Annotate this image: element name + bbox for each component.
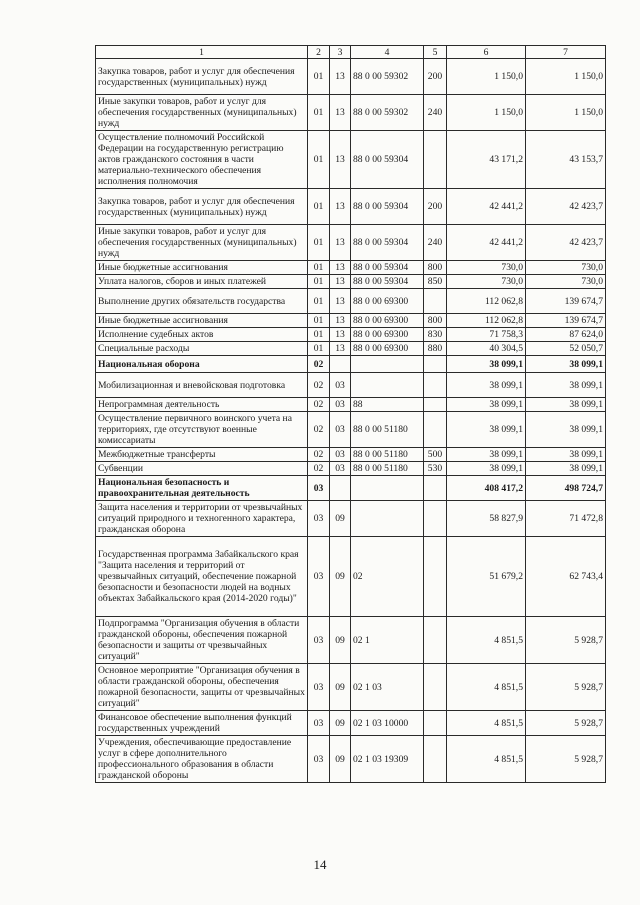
target-article-code: 88 0 00 51180	[351, 462, 424, 476]
amount-col-7: 38 099,1	[526, 398, 606, 412]
amount-col-6: 71 758,3	[447, 328, 526, 342]
expense-type-code	[424, 412, 447, 448]
expense-type-code	[424, 537, 447, 617]
table-row	[96, 664, 606, 711]
amount-col-6: 1 150,0	[447, 95, 526, 131]
subsection-code: 13	[330, 95, 351, 131]
section-code: 02	[308, 398, 330, 412]
header-col-7: 7	[526, 46, 606, 59]
expense-type-code	[424, 289, 447, 314]
amount-col-7: 730,0	[526, 275, 606, 289]
target-article-code: 02 1 03 10000	[351, 711, 424, 736]
table-row	[96, 261, 606, 275]
subsection-code: 13	[330, 59, 351, 95]
subsection-code: 13	[330, 189, 351, 225]
table-row	[96, 412, 606, 448]
item-name: Финансовое обеспечение выполнения функций государственных учреждений	[96, 711, 308, 736]
expense-type-code: 240	[424, 225, 447, 261]
subsection-code: 03	[330, 448, 351, 462]
amount-col-7: 38 099,1	[526, 462, 606, 476]
target-article-code: 88 0 00 59304	[351, 225, 424, 261]
item-name: Исполнение судебных актов	[96, 328, 308, 342]
section-code: 01	[308, 95, 330, 131]
table-row	[96, 95, 606, 131]
section-code: 02	[308, 356, 330, 373]
amount-col-7: 1 150,0	[526, 59, 606, 95]
subsection-code: 03	[330, 373, 351, 398]
section-code: 01	[308, 131, 330, 189]
section-code: 01	[308, 59, 330, 95]
subsection-code: 09	[330, 736, 351, 783]
subsection-code: 13	[330, 225, 351, 261]
item-name: Осуществление полномочий Российской Федерации на государственную регистрацию актов гражданского состояния в части материально-технического обеспечения исполнения полномочия	[96, 131, 308, 189]
target-article-code: 02 1 03	[351, 664, 424, 711]
amount-col-7: 5 928,7	[526, 736, 606, 783]
item-name: Осуществление первичного воинского учета на территориях, где отсутствуют военные комиссариаты	[96, 412, 308, 448]
section-code: 01	[308, 261, 330, 275]
header-col-1: 1	[96, 46, 308, 59]
item-name: Специальные расходы	[96, 342, 308, 356]
amount-col-6: 51 679,2	[447, 537, 526, 617]
subsection-code	[330, 356, 351, 373]
table-row	[96, 448, 606, 462]
section-code: 01	[308, 225, 330, 261]
amount-col-7: 42 423,7	[526, 189, 606, 225]
amount-col-6: 112 062,8	[447, 289, 526, 314]
subsection-code	[330, 476, 351, 501]
target-article-code	[351, 476, 424, 501]
target-article-code: 88 0 00 59302	[351, 59, 424, 95]
expense-type-code: 800	[424, 261, 447, 275]
item-name: Защита населения и территории от чрезвычайных ситуаций природного и техногенного характера, гражданская оборона	[96, 501, 308, 537]
subsection-code: 03	[330, 462, 351, 476]
table-row	[96, 189, 606, 225]
item-name: Иные закупки товаров, работ и услуг для обеспечения государственных (муниципальных) нужд	[96, 95, 308, 131]
amount-col-6: 408 417,2	[447, 476, 526, 501]
expense-type-code	[424, 736, 447, 783]
header-col-4: 4	[351, 46, 424, 59]
target-article-code: 02 1	[351, 617, 424, 664]
item-name: Национальная безопасность и правоохранительная деятельность	[96, 476, 308, 501]
amount-col-7: 730,0	[526, 261, 606, 275]
amount-col-7: 5 928,7	[526, 617, 606, 664]
section-code: 01	[308, 342, 330, 356]
header-col-6: 6	[447, 46, 526, 59]
amount-col-7: 87 624,0	[526, 328, 606, 342]
expense-type-code: 530	[424, 462, 447, 476]
target-article-code: 88 0 00 59304	[351, 261, 424, 275]
amount-col-7: 38 099,1	[526, 448, 606, 462]
table-row	[96, 342, 606, 356]
amount-col-6: 58 827,9	[447, 501, 526, 537]
table-header-row	[96, 46, 606, 59]
target-article-code: 88 0 00 51180	[351, 412, 424, 448]
expense-type-code: 880	[424, 342, 447, 356]
amount-col-6: 38 099,1	[447, 356, 526, 373]
table-row	[96, 289, 606, 314]
item-name: Национальная оборона	[96, 356, 308, 373]
subsection-code: 09	[330, 664, 351, 711]
section-code: 02	[308, 373, 330, 398]
document-page	[95, 45, 605, 783]
amount-col-6: 730,0	[447, 261, 526, 275]
amount-col-7: 38 099,1	[526, 356, 606, 373]
target-article-code: 88 0 00 51180	[351, 448, 424, 462]
amount-col-7: 43 153,7	[526, 131, 606, 189]
amount-col-7: 5 928,7	[526, 664, 606, 711]
target-article-code: 88 0 00 69300	[351, 342, 424, 356]
expense-type-code: 850	[424, 275, 447, 289]
subsection-code: 09	[330, 537, 351, 617]
subsection-code: 03	[330, 398, 351, 412]
section-code: 01	[308, 328, 330, 342]
amount-col-6: 38 099,1	[447, 412, 526, 448]
target-article-code: 88 0 00 59304	[351, 275, 424, 289]
section-code: 03	[308, 501, 330, 537]
table-row	[96, 736, 606, 783]
amount-col-6: 4 851,5	[447, 617, 526, 664]
section-code: 01	[308, 314, 330, 328]
amount-col-6: 42 441,2	[447, 189, 526, 225]
amount-col-6: 1 150,0	[447, 59, 526, 95]
amount-col-6: 38 099,1	[447, 398, 526, 412]
table-row	[96, 711, 606, 736]
table-row	[96, 398, 606, 412]
amount-col-6: 40 304,5	[447, 342, 526, 356]
target-article-code: 88	[351, 398, 424, 412]
table-row	[96, 537, 606, 617]
expense-type-code	[424, 356, 447, 373]
expense-type-code: 500	[424, 448, 447, 462]
target-article-code	[351, 373, 424, 398]
header-col-3: 3	[330, 46, 351, 59]
amount-col-7: 52 050,7	[526, 342, 606, 356]
expense-type-code	[424, 617, 447, 664]
expense-type-code	[424, 373, 447, 398]
amount-col-7: 1 150,0	[526, 95, 606, 131]
subsection-code: 09	[330, 501, 351, 537]
amount-col-6: 4 851,5	[447, 711, 526, 736]
subsection-code: 09	[330, 617, 351, 664]
budget-table	[95, 45, 606, 783]
target-article-code: 88 0 00 69300	[351, 289, 424, 314]
subsection-code: 13	[330, 289, 351, 314]
item-name: Подпрограмма "Организация обучения в области гражданской обороны, обеспечения пожарной безопасности и защиты от чрезвычайных ситуаций"	[96, 617, 308, 664]
table-row	[96, 373, 606, 398]
amount-col-7: 5 928,7	[526, 711, 606, 736]
section-code: 02	[308, 448, 330, 462]
section-code: 03	[308, 736, 330, 783]
amount-col-7: 62 743,4	[526, 537, 606, 617]
target-article-code: 88 0 00 69300	[351, 328, 424, 342]
target-article-code: 88 0 00 59304	[351, 189, 424, 225]
table-row	[96, 617, 606, 664]
amount-col-6: 112 062,8	[447, 314, 526, 328]
amount-col-6: 730,0	[447, 275, 526, 289]
table-row	[96, 476, 606, 501]
amount-col-6: 43 171,2	[447, 131, 526, 189]
target-article-code: 02 1 03 19309	[351, 736, 424, 783]
item-name: Основное мероприятие "Организация обучения в области гражданской обороны, обеспечения пожарной безопасности, защиты от чрезвычайных ситуаций"	[96, 664, 308, 711]
expense-type-code	[424, 664, 447, 711]
expense-type-code	[424, 398, 447, 412]
amount-col-7: 38 099,1	[526, 412, 606, 448]
amount-col-7: 139 674,7	[526, 289, 606, 314]
amount-col-7: 139 674,7	[526, 314, 606, 328]
section-code: 03	[308, 476, 330, 501]
amount-col-7: 38 099,1	[526, 373, 606, 398]
item-name: Непрограммная деятельность	[96, 398, 308, 412]
subsection-code: 09	[330, 711, 351, 736]
item-name: Закупка товаров, работ и услуг для обеспечения государственных (муниципальных) нужд	[96, 189, 308, 225]
target-article-code: 88 0 00 69300	[351, 314, 424, 328]
item-name: Иные закупки товаров, работ и услуг для обеспечения государственных (муниципальных) нужд	[96, 225, 308, 261]
expense-type-code	[424, 476, 447, 501]
amount-col-6: 38 099,1	[447, 448, 526, 462]
amount-col-6: 4 851,5	[447, 664, 526, 711]
expense-type-code	[424, 501, 447, 537]
table-row	[96, 59, 606, 95]
table-row	[96, 328, 606, 342]
amount-col-7: 42 423,7	[526, 225, 606, 261]
expense-type-code	[424, 131, 447, 189]
amount-col-6: 42 441,2	[447, 225, 526, 261]
item-name: Мобилизационная и вневойсковая подготовка	[96, 373, 308, 398]
subsection-code: 13	[330, 314, 351, 328]
subsection-code: 13	[330, 261, 351, 275]
table-row	[96, 356, 606, 373]
item-name: Закупка товаров, работ и услуг для обеспечения государственных (муниципальных) нужд	[96, 59, 308, 95]
item-name: Межбюджетные трансферты	[96, 448, 308, 462]
amount-col-7: 498 724,7	[526, 476, 606, 501]
section-code: 03	[308, 711, 330, 736]
target-article-code	[351, 501, 424, 537]
expense-type-code: 200	[424, 189, 447, 225]
expense-type-code: 800	[424, 314, 447, 328]
subsection-code: 13	[330, 328, 351, 342]
expense-type-code: 830	[424, 328, 447, 342]
section-code: 01	[308, 289, 330, 314]
section-code: 01	[308, 275, 330, 289]
expense-type-code: 240	[424, 95, 447, 131]
expense-type-code	[424, 711, 447, 736]
amount-col-6: 4 851,5	[447, 736, 526, 783]
header-col-5: 5	[424, 46, 447, 59]
section-code: 02	[308, 412, 330, 448]
amount-col-7: 71 472,8	[526, 501, 606, 537]
expense-type-code: 200	[424, 59, 447, 95]
table-row	[96, 225, 606, 261]
subsection-code: 03	[330, 412, 351, 448]
subsection-code: 13	[330, 275, 351, 289]
item-name: Государственная программа Забайкальского края "Защита населения и территорий от чрезвычайных ситуаций, обеспечение пожарной безопасности и безопасности людей на водных объектах Забайкальского края (2014-2020 годы)"	[96, 537, 308, 617]
target-article-code: 02	[351, 537, 424, 617]
section-code: 03	[308, 664, 330, 711]
target-article-code: 88 0 00 59304	[351, 131, 424, 189]
target-article-code: 88 0 00 59302	[351, 95, 424, 131]
amount-col-6: 38 099,1	[447, 373, 526, 398]
table-row	[96, 314, 606, 328]
item-name: Уплата налогов, сборов и иных платежей	[96, 275, 308, 289]
item-name: Иные бюджетные ассигнования	[96, 261, 308, 275]
item-name: Субвенции	[96, 462, 308, 476]
subsection-code: 13	[330, 131, 351, 189]
table-row	[96, 131, 606, 189]
amount-col-6: 38 099,1	[447, 462, 526, 476]
page-number: 14	[313, 857, 327, 872]
item-name: Учреждения, обеспечивающие предоставление услуг в сфере дополнительного профессионального образования в области гражданской обороны	[96, 736, 308, 783]
table-row	[96, 501, 606, 537]
subsection-code: 13	[330, 342, 351, 356]
item-name: Иные бюджетные ассигнования	[96, 314, 308, 328]
section-code: 03	[308, 537, 330, 617]
header-col-2: 2	[308, 46, 330, 59]
section-code: 01	[308, 189, 330, 225]
table-row	[96, 462, 606, 476]
target-article-code	[351, 356, 424, 373]
table-body	[96, 59, 606, 783]
item-name: Выполнение других обязательств государства	[96, 289, 308, 314]
table-row	[96, 275, 606, 289]
section-code: 03	[308, 617, 330, 664]
section-code: 02	[308, 462, 330, 476]
